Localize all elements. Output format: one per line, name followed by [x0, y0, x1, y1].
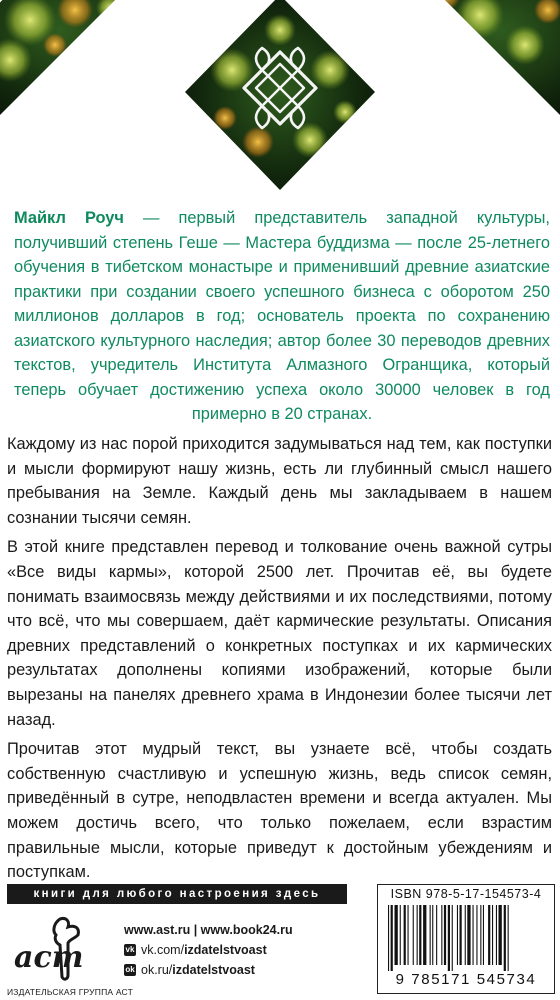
- barcode-bar: [504, 905, 506, 971]
- barcode-bar: [430, 905, 431, 965]
- logo-text: аст: [14, 940, 84, 975]
- barcode-bar: [483, 905, 484, 965]
- barcode-bar: [467, 905, 470, 965]
- cover-art: [0, 0, 560, 195]
- publisher-slogan: книги для любого настроения здесь: [7, 884, 347, 904]
- publisher-contacts: [124, 920, 293, 980]
- barcode-bar: [391, 905, 393, 971]
- barcode-bar: [404, 905, 406, 965]
- barcode-bar: [388, 905, 389, 971]
- barcode-bar: [499, 905, 502, 965]
- book-description: [7, 432, 552, 890]
- vk-prefix: vk.com/: [141, 943, 185, 957]
- barcode-bar: [508, 905, 509, 971]
- barcode-bar: [413, 905, 414, 965]
- barcode-bar: [452, 905, 453, 971]
- description-paragraph-2: В этой книге представлен перевод и толкование очень важной сутры «Все виды кармы», которой 2500 лет. Прочитав её, вы будете понимать взаимосвязь между действиями и их последствиями, потому что всё, что мы совершаем, даёт кармические результаты. Описания древних представлений о конкретных поступках и их кармических результатах дополнены копиями изображений, которые были вырезаны на панелях древнего храма в Индонезии более тысячи лет назад.: [7, 538, 552, 729]
- publisher-caption: ИЗДАТЕЛЬСКАЯ ГРУППА АСТ: [7, 987, 133, 997]
- barcode-bar: [417, 905, 418, 965]
- barcode-bar: [476, 905, 477, 965]
- barcode-bar: [400, 905, 401, 965]
- left-diamond-image: [0, 0, 180, 120]
- barcode-bar: [423, 905, 426, 965]
- vk-link[interactable]: [124, 940, 293, 960]
- barcode-bar: [419, 905, 421, 965]
- barcode-bar: [496, 905, 497, 965]
- barcode-bar: [480, 905, 481, 965]
- barcode-bar: [408, 905, 409, 965]
- ast-logo: [8, 915, 90, 985]
- barcode-bar: [465, 905, 466, 965]
- barcode-bar: [457, 905, 458, 965]
- isbn-barcode: [377, 884, 555, 994]
- description-paragraph-3: Прочитав этот мудрый текст, вы узнаете всё, чтобы создать собственную счастливую и успешную жизнь, ведь список семян, приведённый в сутре, неподвластен времени и всегда актуален. Мы можем достичь всего, что только пожелаем, если взрастим правильные мысли, которые приведут к достойным убеждениям и поступкам.: [7, 740, 552, 882]
- barcode-bar: [460, 905, 462, 965]
- barcode-bar: [448, 905, 450, 971]
- description-paragraph-1: Каждому из нас порой приходится задумываться над тем, как поступки и мысли формируют нашу жизнь, есть ли глубинный смысл нашего пребывания на Земле. Каждый день мы закладываем в нашем сознании тысячи семян.: [7, 435, 552, 527]
- author-bio-text: — первый представитель западной культуры, получивший степень Геше — Мастера буддизма — после 25-летнего обучения в тибетском монастыре и применивший древние азиатские практики при создании своего успешного бизнеса с оборотом 250 миллионов долларов в год; основатель проекта по сохранению азиатского культурного наследия; автор более 30 переводов древних текстов, учредитель Института Алмазного Огранщика, который теперь обучает достижению успеха около 30000 человек в год примерно в 20 странах.: [14, 209, 550, 423]
- ok-handle: izdatelstvoast: [172, 963, 255, 977]
- barcode-digits: 9 785171 545734: [395, 971, 537, 988]
- websites-link[interactable]: www.ast.ru | www.book24.ru: [124, 923, 293, 937]
- barcode-bar: [492, 905, 493, 965]
- barcode-bar: [436, 905, 437, 965]
- isbn-text: ISBN 978-5-17-154573-4: [390, 887, 542, 901]
- barcode-bar: [432, 905, 433, 965]
- vk-handle: izdatelstvoast: [184, 943, 267, 957]
- right-diamond-image: [380, 0, 560, 120]
- barcode-bar: [441, 905, 442, 965]
- center-diamond-image: [180, 0, 380, 195]
- barcode-bar: [395, 905, 398, 965]
- author-name: Майкл Роуч: [14, 209, 124, 227]
- barcode-bar: [444, 905, 446, 965]
- ok-link[interactable]: [124, 960, 293, 980]
- barcode-bar: [473, 905, 474, 965]
- ok-icon: ok: [125, 965, 135, 974]
- ok-prefix: ok.ru/: [141, 963, 173, 977]
- barcode-bars: [386, 905, 548, 971]
- barcode-bar: [488, 905, 490, 965]
- vk-icon: vk: [125, 945, 135, 954]
- author-bio: [14, 206, 550, 427]
